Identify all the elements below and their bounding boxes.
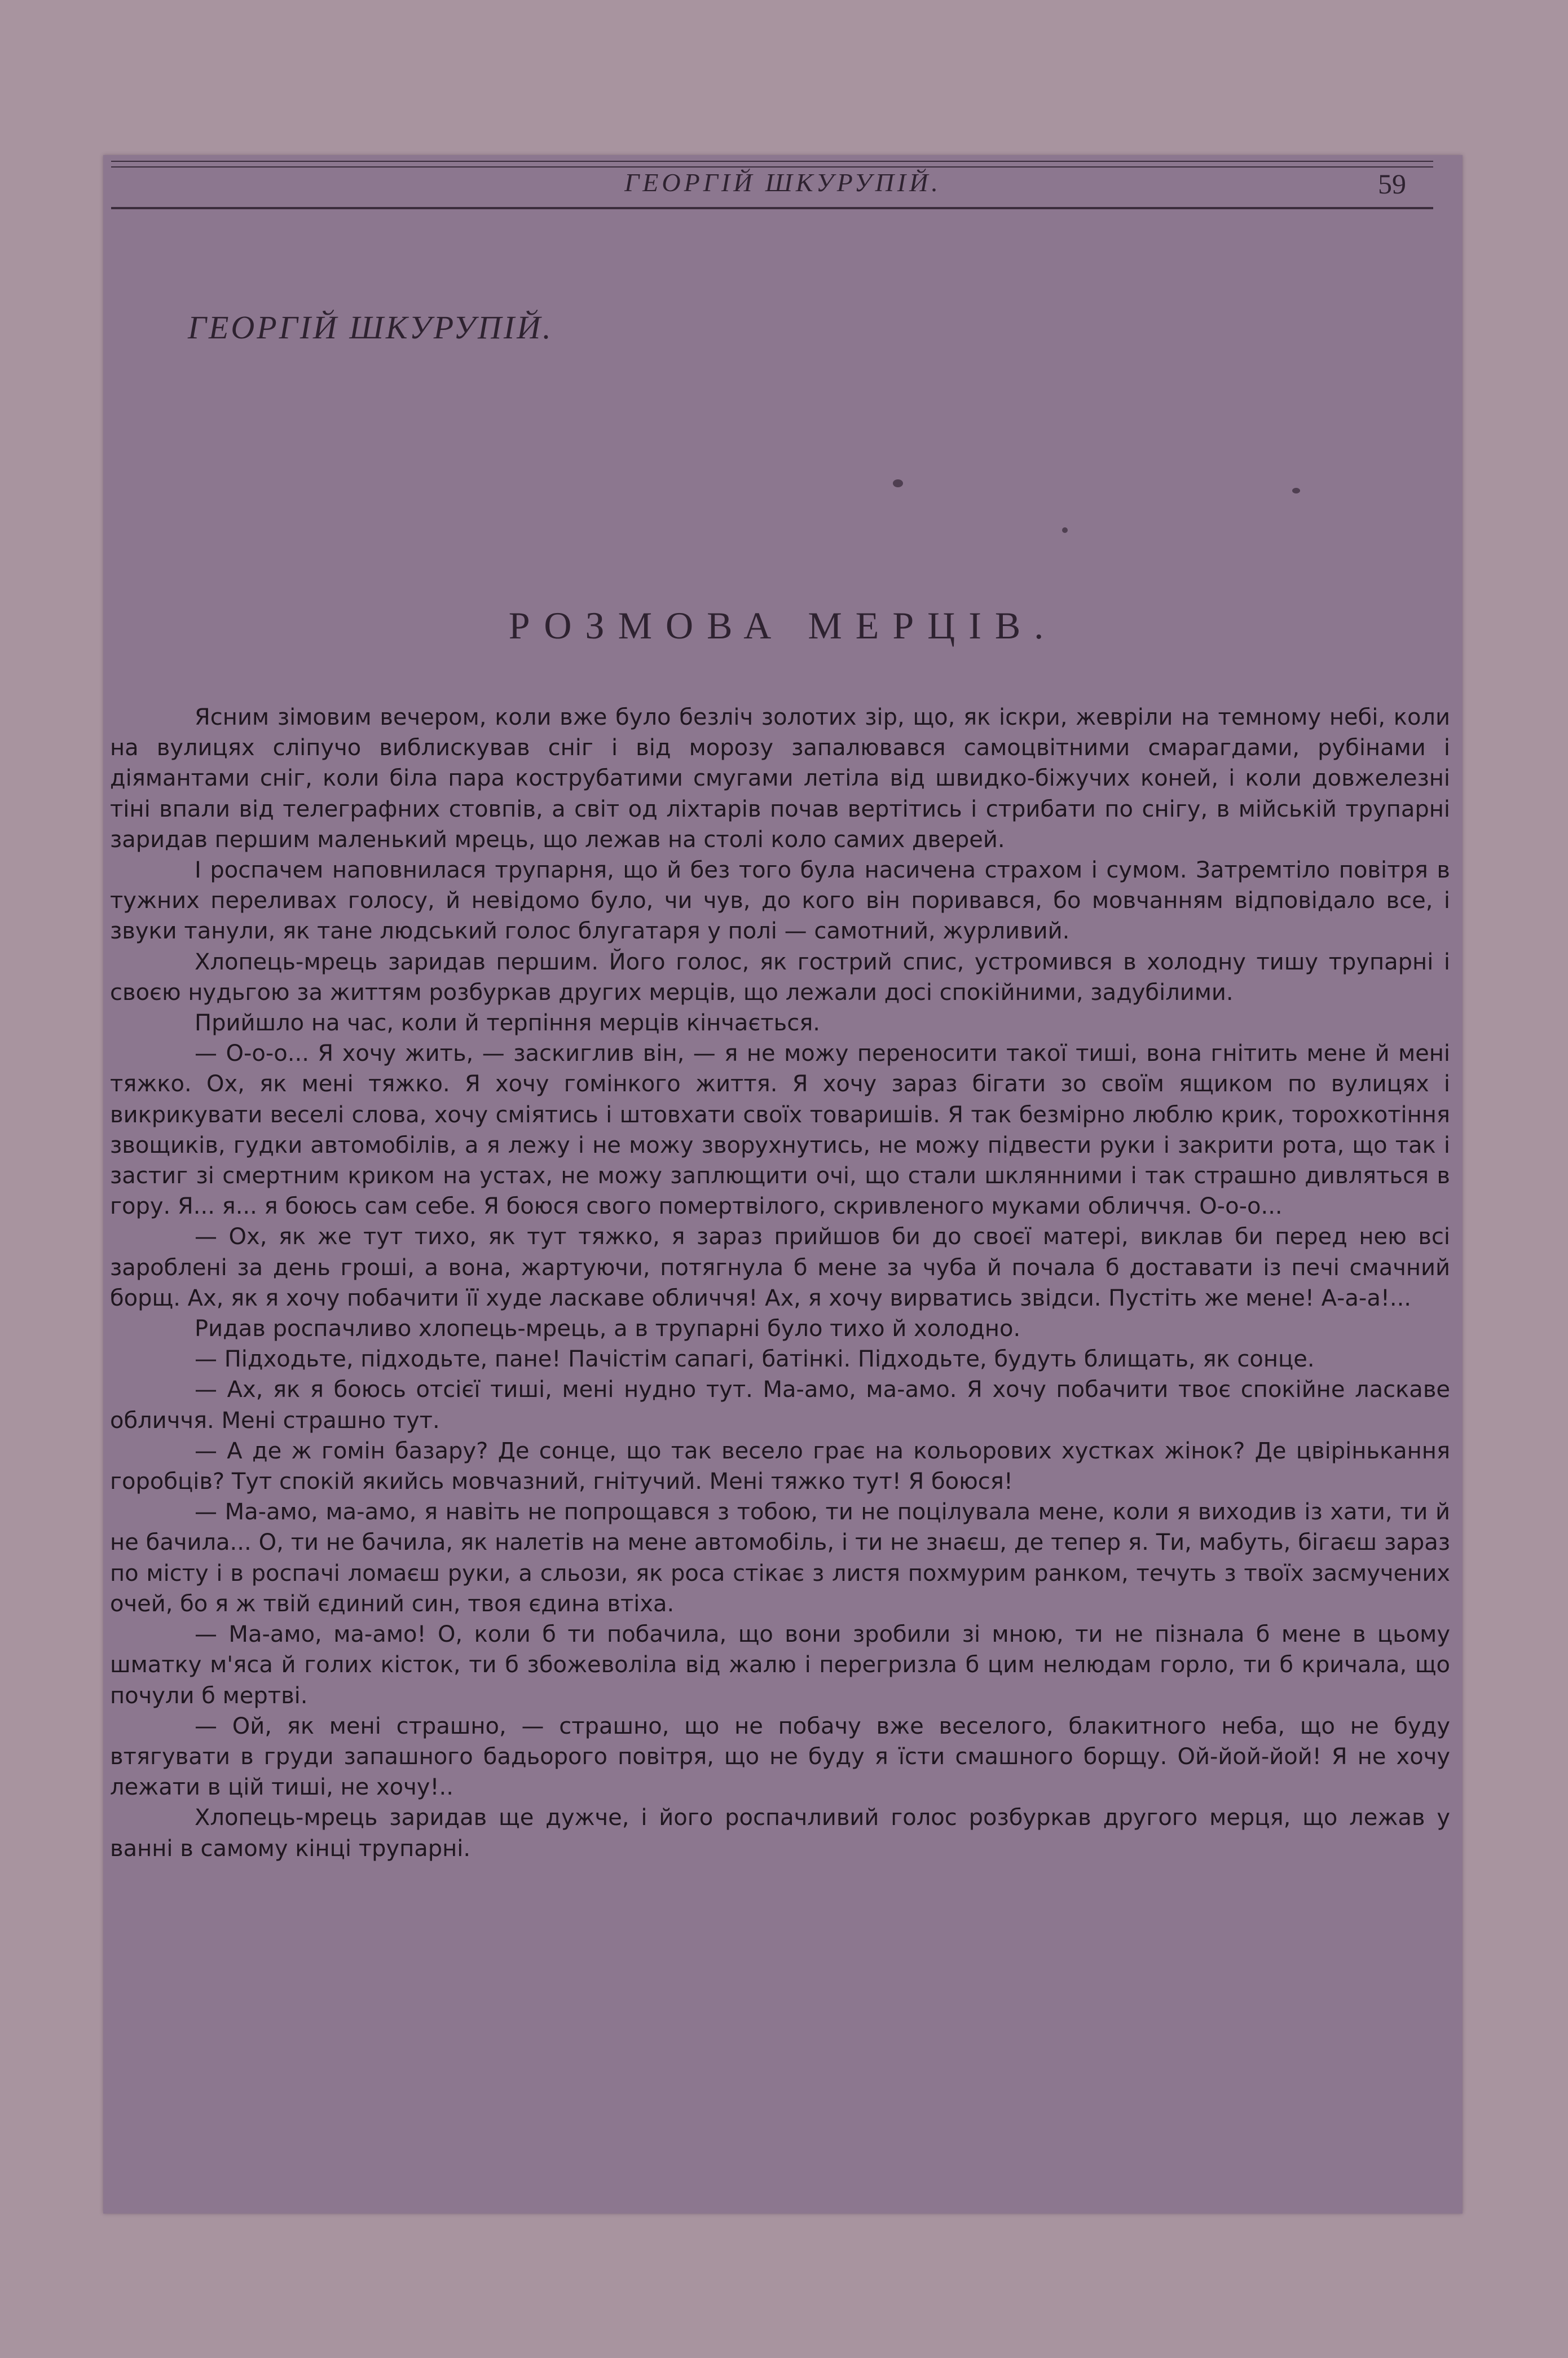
print-speck xyxy=(1062,527,1068,533)
paragraph: Хлопець-мрець заридав ще дужче, і його роспачливий голос розбуркав другого мерця, що лежав у ванні в самому кінці трупарні. xyxy=(110,1805,1450,1862)
paragraph: Ридав роспачливо хлопець-мрець, а в трупарні було тихо й холодно. xyxy=(195,1316,1021,1342)
page-number: 59 xyxy=(1378,168,1406,200)
paragraph: І роспачем наповнилася трупарня, що й без того була насичена страхом і сумом. Затремтіло повітря в тужних переливах голосу, й невідомо було, чи чув, до кого він поривався, бо мовчанням відповідало все, і звуки танули, як тане людський голос блугатаря у полі — самотний, журливий. xyxy=(110,857,1450,945)
paragraph: — А де ж гомін базару? Де сонце, що так весело грає на кольорових хустках жінок? Де цвірінькання горобців? Тут спокій якийсь мовчазний, гнітучий. Мені тяжко тут! Я боюся! xyxy=(110,1438,1450,1495)
paragraph: — Ма-амо, ма-амо, я навіть не попрощався з тобою, ти не поцілувала мене, коли я виходив із хати, ти й не бачила... О, ти не бачила, як налетів на мене автомобіль, і ти не знаєш, де тепер я. Ти, мабуть, бігаєш зараз по місту і в роспачі ломаєш руки, а сльози, як роса стікає з листя похмурим ранком, течуть з твоїх засмучених очей, бо я ж твій єдиний син, твоя єдина втіха. xyxy=(110,1499,1450,1617)
paragraph: — Ах, як я боюсь отсієї тиші, мені нудно тут. Ма-амо, ма-амо. Я хочу побачити твоє спокійне ласкаве обличчя. Мені страшно тут. xyxy=(110,1377,1450,1434)
header-rule-bottom xyxy=(111,207,1433,209)
paragraph: Ясним зімовим вечером, коли вже було безліч золотих зір, що, як іскри, жевріли на темному небі, коли на вулицях сліпучо виблискував сніг і від морозу запалювався самоцвітними смарагдами, рубінами і діямантами сніг, коли біла пара кострубатими смугами летіла від швидко-біжучих коней, і коли довжелезні тіні впали від телеграфних стовпів, а світ од ліхтарів почав вертітись і стрибати по снігу, в мійській трупарні заридав першим маленький мрець, що лежав на столі коло самих дверей. xyxy=(110,704,1450,853)
paragraph: Хлопець-мрець заридав першим. Його голос, як гострий спис, устромився в холодну тишу трупарні і своєю нудьгою за життям розбуркав других мерців, що лежали досі спокійними, задубілими. xyxy=(110,949,1450,1006)
journal-page xyxy=(103,155,1463,2214)
author-name: ГЕОРГІЙ ШКУРУПІЙ. xyxy=(188,309,553,346)
header-rule-top xyxy=(111,161,1433,162)
paragraph: — Ма-амо, ма-амо! О, коли б ти побачила, що вони зробили зі мною, ти не пізнала б мене в цьому шматку м'яса й голих кісток, ти б збожеволіла від жалю і перегризла б цим нелюдам горло, ти б кричала, що почули б мертві. xyxy=(110,1621,1450,1709)
paragraph: — Підходьте, підходьте, пане! Пачістім сапагі, батінкі. Підходьте, будуть блищать, як сонце. xyxy=(195,1346,1315,1373)
running-head: ГЕОРГІЙ ШКУРУПІЙ. xyxy=(624,168,941,197)
story-body xyxy=(110,702,1450,1864)
paragraph: — Ой, як мені страшно, — страшно, що не побачу вже веселого, блакитного неба, що не буду втягувати в груди запашного бадьорого повітря, що не буду я їсти смашного борщу. Ой-йой-йой! Я не хочу лежати в цій тиші, не хочу!.. xyxy=(110,1713,1450,1801)
story-title: РОЗМОВА МЕРЦІВ. xyxy=(508,604,1058,647)
print-speck xyxy=(893,479,903,487)
paragraph: Прийшло на час, коли й терпіння мерців кінчається. xyxy=(195,1010,821,1037)
paragraph: — О-о-о... Я хочу жить, — заскиглив він, — я не можу переносити такої тиші, вона гнітить мене й мені тяжко. Ох, як мені тяжко. Я хочу гомінкого життя. Я хочу зараз бігати зо своїм ящиком по вулицях і викрикувати веселі слова, хочу сміятись і штовхати своїх товаришів. Я так безмірно люблю крик, торохкотіння звощиків, гудки автомобілів, а я лежу і не можу зворухнутись, не можу підвести руки і закрити рота, що так і застиг зі смертним криком на устах, не можу заплющити очі, що стали шклянними і так страшно дивляться в гору. Я... я... я боюсь сам себе. Я боюся свого помертвілого, скривленого муками обличчя. О-о-о... xyxy=(110,1041,1450,1220)
print-speck xyxy=(1292,488,1300,493)
paragraph: — Ох, як же тут тихо, як тут тяжко, я зараз прийшов би до своєї матері, виклав би перед нею всі зароблені за день гроші, а вона, жартуючи, потягнула б мене за чуба й почала б доставати із печі смачний борщ. Ах, як я хочу побачити її худе ласкаве обличчя! Ах, я хочу вирватись звідси. Пустіть же мене! А-а-а!... xyxy=(110,1224,1450,1311)
